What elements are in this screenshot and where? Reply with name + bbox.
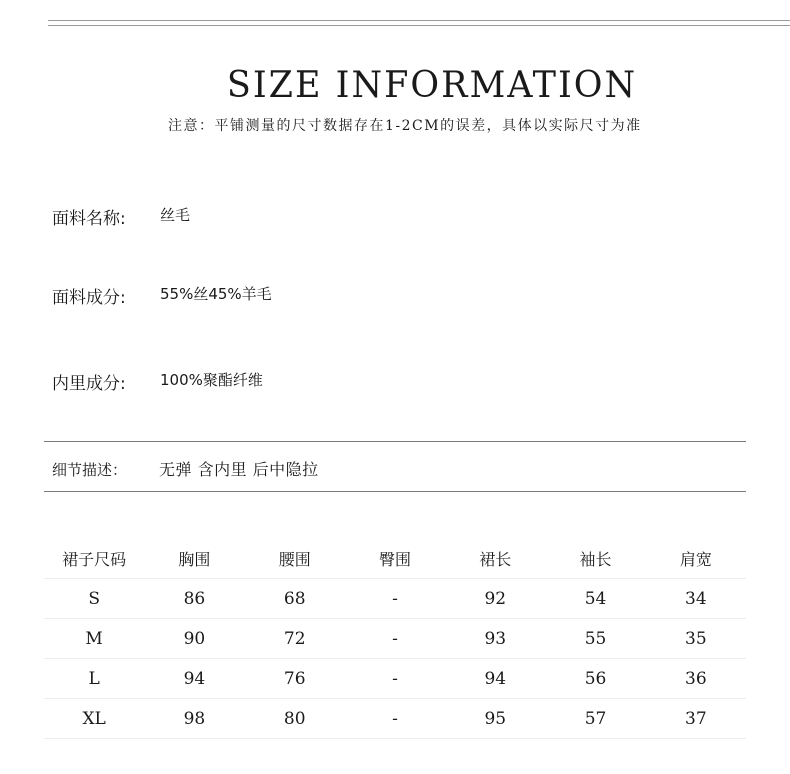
size-table (44, 538, 746, 739)
cell-shoulder: 36 (646, 659, 746, 699)
page-title: SIZE INFORMATION (226, 64, 638, 107)
cell-length: 94 (445, 659, 545, 699)
fabric-name-value: 丝毛 (160, 206, 191, 224)
fabric-composition-label: 面料成分: (52, 288, 126, 308)
details-row (52, 457, 319, 480)
cell-hip: - (345, 619, 445, 659)
details-value: 无弹 含内里 后中隐拉 (159, 460, 319, 479)
header-waist: 腰围 (245, 538, 345, 579)
fabric-composition-value: 55%丝45%羊毛 (160, 285, 272, 303)
cell-bust: 94 (144, 659, 244, 699)
header-sleeve: 袖长 (545, 538, 645, 579)
lining-composition-value: 100%聚酯纤维 (160, 371, 263, 389)
header-hip: 臀围 (345, 538, 445, 579)
table-row (44, 619, 746, 659)
fabric-name-label: 面料名称: (52, 209, 126, 229)
cell-length: 92 (445, 579, 545, 619)
cell-sleeve: 55 (545, 619, 645, 659)
cell-bust: 86 (144, 579, 244, 619)
cell-waist: 76 (245, 659, 345, 699)
lining-composition-row (52, 369, 263, 394)
top-divider-line (48, 25, 790, 26)
cell-waist: 68 (245, 579, 345, 619)
cell-size: L (44, 659, 144, 699)
table-row (44, 659, 746, 699)
details-bottom-divider (44, 491, 746, 492)
cell-shoulder: 34 (646, 579, 746, 619)
size-table-header-row (44, 538, 746, 579)
details-label: 细节描述： (52, 461, 128, 479)
cell-sleeve: 54 (545, 579, 645, 619)
cell-hip: - (345, 579, 445, 619)
cell-sleeve: 56 (545, 659, 645, 699)
cell-length: 95 (445, 699, 545, 739)
table-row (44, 699, 746, 739)
fabric-composition-row (52, 283, 272, 308)
cell-waist: 72 (245, 619, 345, 659)
header-length: 裙长 (445, 538, 545, 579)
fabric-name-row (52, 204, 190, 229)
cell-size: S (44, 579, 144, 619)
cell-bust: 90 (144, 619, 244, 659)
top-divider-line (48, 20, 790, 21)
header-size: 裙子尺码 (44, 538, 144, 579)
header-bust: 胸围 (144, 538, 244, 579)
cell-size: M (44, 619, 144, 659)
cell-hip: - (345, 699, 445, 739)
cell-size: XL (44, 699, 144, 739)
table-row (44, 579, 746, 619)
cell-hip: - (345, 659, 445, 699)
cell-length: 93 (445, 619, 545, 659)
cell-bust: 98 (144, 699, 244, 739)
cell-shoulder: 35 (646, 619, 746, 659)
cell-waist: 80 (245, 699, 345, 739)
cell-sleeve: 57 (545, 699, 645, 739)
header-shoulder: 肩宽 (646, 538, 746, 579)
cell-shoulder: 37 (646, 699, 746, 739)
lining-composition-label: 内里成分: (52, 374, 126, 394)
details-top-divider (44, 441, 746, 442)
measurement-notice: 注意：平铺测量的尺寸数据存在1-2CM的误差，具体以实际尺寸为准 (168, 118, 642, 134)
